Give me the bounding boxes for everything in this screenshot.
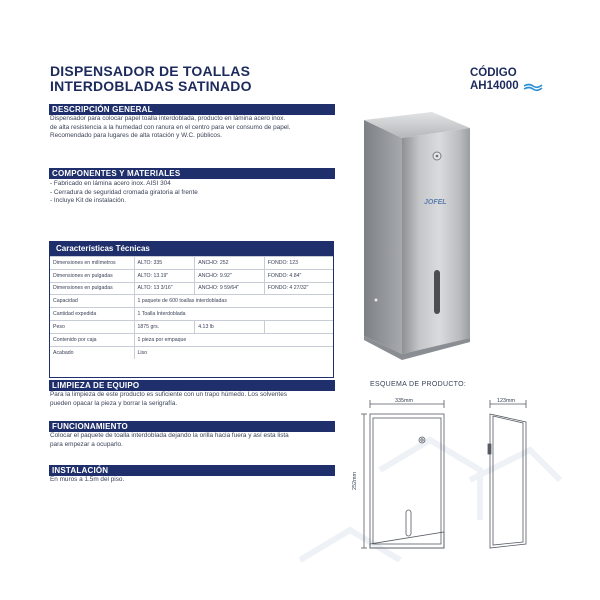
spec-value: ALTO: 335 bbox=[134, 257, 195, 270]
depth-label: 123mm bbox=[497, 398, 515, 404]
spec-value: ANCHO: 252 bbox=[195, 257, 265, 270]
table-row bbox=[50, 295, 333, 308]
table-row bbox=[50, 320, 333, 333]
viewing-slot bbox=[434, 270, 440, 314]
front-view bbox=[370, 414, 444, 548]
componentes-line: - Fabricado en lámina acero inox. AISI 304 bbox=[50, 180, 171, 187]
componentes-header: COMPONENTES Y MATERIALES bbox=[49, 168, 335, 179]
table-row bbox=[50, 269, 333, 282]
descripcion-header: DESCRIPCIÓN GENERAL bbox=[49, 104, 335, 115]
table-row bbox=[50, 282, 333, 295]
funcionamiento-line: para empezar a ocuparlo. bbox=[50, 440, 123, 448]
specs-panel bbox=[49, 241, 334, 378]
spec-value: FONDO: 4 27/32" bbox=[264, 282, 333, 295]
limpieza-line: Para la limpieza de este producto es suficiente con un trapo húmedo. Los solventes bbox=[50, 391, 287, 398]
brand-logo: JOFEL bbox=[424, 199, 447, 206]
spec-value: 1875 grs. bbox=[134, 320, 195, 333]
descripcion-line: Dispensador para colocar papel toalla interdoblada, producto en lámina acero inox. bbox=[50, 115, 286, 122]
code-value: AH14000 bbox=[470, 80, 519, 92]
spec-value: 1 pieza por empaque bbox=[134, 333, 333, 346]
descripcion-line: de alta resistencia a la humedad con ranura en el centro para ver consumo de papel. bbox=[50, 123, 291, 131]
instalacion-text bbox=[50, 476, 350, 485]
product-photo bbox=[362, 110, 472, 366]
spec-value: ANCHO: 9.92" bbox=[195, 269, 265, 282]
funcionamiento-text bbox=[50, 432, 350, 449]
spec-label: Acabado bbox=[50, 346, 134, 359]
spec-label: Dimensiones en pulgadas bbox=[50, 282, 134, 295]
diagram-title: ESQUEMA DE PRODUCTO: bbox=[370, 381, 467, 388]
componentes-line: - Incluye Kit de instalación. bbox=[50, 197, 127, 205]
table-row bbox=[50, 346, 333, 359]
product-diagram bbox=[360, 394, 560, 570]
limpieza-line: pueden opacar la pieza y borrar la serigrafía. bbox=[50, 399, 178, 407]
width-label: 335mm bbox=[395, 398, 413, 404]
descripcion-text bbox=[50, 115, 350, 141]
limpieza-text bbox=[50, 391, 350, 408]
spec-value: ALTO: 13 3/16" bbox=[134, 282, 195, 295]
specs-header: Características Técnicas bbox=[50, 242, 333, 256]
limpieza-header: LIMPIEZA DE EQUIPO bbox=[49, 380, 335, 391]
descripcion-line: Recomendado para lugares de alta rotación y W.C. públicos. bbox=[50, 132, 222, 140]
table-row bbox=[50, 257, 333, 270]
dispenser-front bbox=[402, 128, 470, 354]
spec-value: FONDO: 123 bbox=[264, 257, 333, 270]
lock-icon bbox=[419, 437, 425, 443]
spec-value: 1 Toalla Interdoblada bbox=[134, 308, 333, 321]
specs-table bbox=[50, 256, 333, 359]
spec-value: ALTO: 13.19" bbox=[134, 269, 195, 282]
spec-value: 4.13 lb bbox=[195, 320, 265, 333]
table-row bbox=[50, 333, 333, 346]
spec-value: 1 paquete de 600 toallas interdobladas bbox=[134, 295, 333, 308]
spec-label: Dimensiones en milímetros bbox=[50, 257, 134, 270]
spec-label: Dimensiones en pulgadas bbox=[50, 269, 134, 282]
product-code bbox=[470, 67, 519, 93]
spec-value: FONDO: 4.84" bbox=[264, 269, 333, 282]
instalacion-header: INSTALACIÓN bbox=[49, 465, 335, 476]
spec-label: Capacidad bbox=[50, 295, 134, 308]
code-label: CÓDIGO bbox=[470, 67, 517, 79]
title-line-2: INTERDOBLADAS SATINADO bbox=[50, 78, 252, 94]
wave-logo-icon bbox=[523, 82, 543, 92]
height-label: 252mm bbox=[352, 472, 358, 490]
spec-value: ANCHO: 9 59/64" bbox=[195, 282, 265, 295]
spec-label: Cantidad expedida bbox=[50, 308, 134, 321]
spec-label: Contenido por caja bbox=[50, 333, 134, 346]
table-row bbox=[50, 308, 333, 321]
spec-value bbox=[264, 320, 333, 333]
spec-value: Liso bbox=[134, 346, 333, 359]
instalacion-line: En muros a 1.5m del piso. bbox=[50, 476, 125, 483]
page-title bbox=[50, 64, 252, 94]
screw-icon bbox=[375, 299, 378, 302]
componentes-line: - Cerradura de seguridad cromada giratoria al frente bbox=[50, 188, 198, 196]
componentes-text bbox=[50, 180, 350, 206]
side-view bbox=[490, 414, 526, 548]
dispenser-side bbox=[364, 120, 402, 354]
funcionamiento-header: FUNCIONAMIENTO bbox=[49, 421, 335, 432]
spec-label: Peso bbox=[50, 320, 134, 333]
viewing-slot bbox=[406, 510, 411, 536]
funcionamiento-line: Colocar el paquete de toalla interdoblada dejando la orilla hacia fuera y así esta lista bbox=[50, 432, 289, 439]
title-line-1: DISPENSADOR DE TOALLAS bbox=[50, 63, 251, 79]
